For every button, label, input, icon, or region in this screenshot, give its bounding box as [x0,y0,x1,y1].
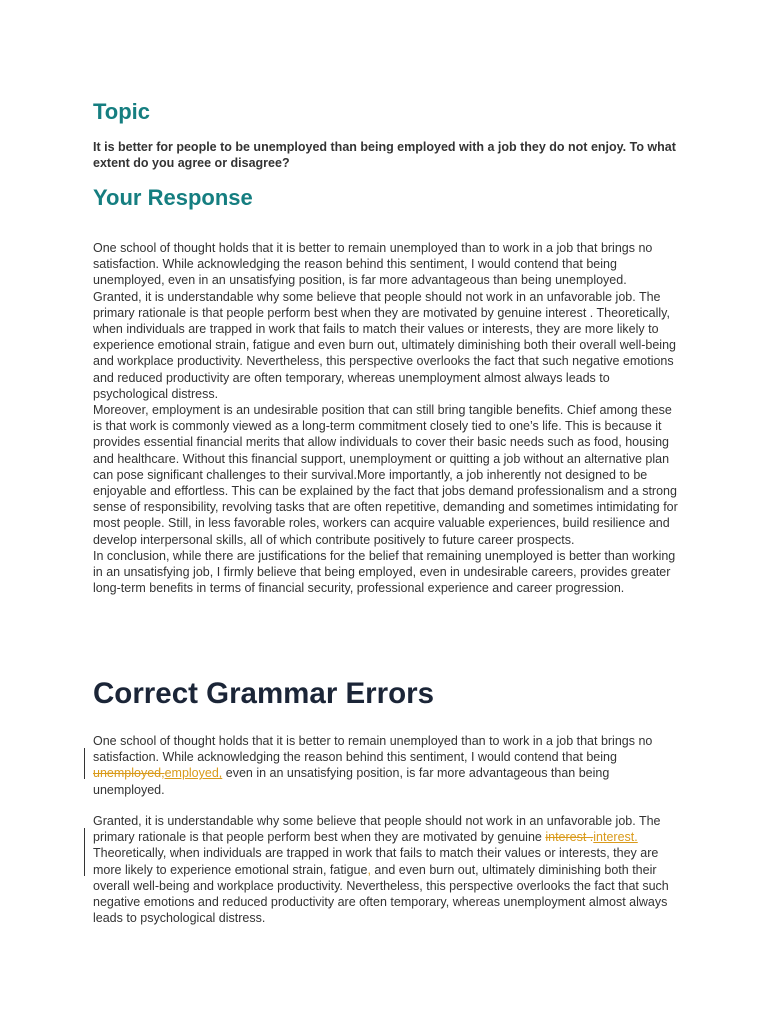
response-heading: Your Response [93,185,253,210]
response-paragraph: In conclusion, while there are justifications for the belief that remaining unemployed is better than working in an unsatisfying job, I firmly believe that being employed, even in undesirable careers, provides greater long-term benefits in terms of financial security, professional experience and career progression. [93,548,676,596]
deleted-text[interactable]: interest . [545,830,594,845]
grammar-paragraph [93,733,678,798]
response-body [93,240,678,596]
change-bar [84,828,85,876]
inserted-text[interactable]: employed, [164,766,223,781]
inserted-comma[interactable]: , [367,862,371,877]
topic-question: It is better for people to be unemployed than being employed with a job they do not enjoy. To what extent do you agree or disagree? [93,140,676,171]
grammar-heading: Correct Grammar Errors [93,677,435,710]
grammar-paragraph [93,813,678,926]
topic-heading: Topic [93,99,151,124]
change-bar [84,748,85,779]
grammar-text: even in an unsatisfying position, is far more advantageous than being unemployed. [93,766,610,797]
grammar-text: One school of thought holds that it is better to remain unemployed than to work in a job that brings no satisfaction. While acknowledging the reason behind this sentiment, I would contend that being [93,734,653,765]
response-paragraph: One school of thought holds that it is better to remain unemployed than to work in a job that brings no satisfaction. While acknowledging the reason behind this sentiment, I would contend that being unemployed, even in an unsatisfying position, is far more advantageous than being unemployed. [93,241,653,288]
inserted-text[interactable]: interest. [593,830,638,845]
response-paragraph: Granted, it is understandable why some believe that people should not work in an unfavorable job. The primary rationale is that people perform best when they are motivated by genuine interest . Theoretically, when individuals are trapped in work that fails to match their values or interests, they are more likely to experience emotional strain, fatigue and even burn out, ultimately diminishing both their overall well-being and workplace productivity. Nevertheless, this perspective overlooks the fact that such negative emotions and reduced productivity are often temporary, whereas unemployment almost always leads to psychological distress. [93,289,676,401]
grammar-text: Theoretically, when individuals are trapped in work that fails to match their values or interests, they are more likely to experience emotional strain, fatigue [93,846,659,877]
grammar-text: and even burn out, ultimately diminishing both their overall well-being and workplace productivity. Nevertheless, this perspective overlooks the fact that such negative emotions and reduced productivity are often temporary, whereas unemployment almost always leads to psychological distress. [93,862,669,926]
response-paragraph: Moreover, employment is an undesirable position that can still bring tangible benefits. Chief among these is that work is commonly viewed as a long-term commitment closely tied to one’s life. This is because it provides essential financial merits that allow individuals to cover their basic needs such as food, housing and healthcare. Without this financial support, unemployment or quitting a job without an alternative plan can pose significant challenges to their survival.More importantly, a job inherently not designed to be enjoyable and effortless. This can be explained by the fact that jobs demand professionalism and a strong sense of responsibility, revolving tasks that are often repetitive, demanding and sometimes intimidating for most people. Still, in less favorable roles, workers can acquire valuable experiences, build resilience and develop interpersonal skills, all of which contribute positively to future career prospects. [93,403,678,547]
deleted-text[interactable]: unemployed, [93,766,165,781]
grammar-text: Granted, it is understandable why some believe that people should not work in an unfavorable job. The primary rationale is that people perform best when they are motivated by genuine [93,814,661,845]
